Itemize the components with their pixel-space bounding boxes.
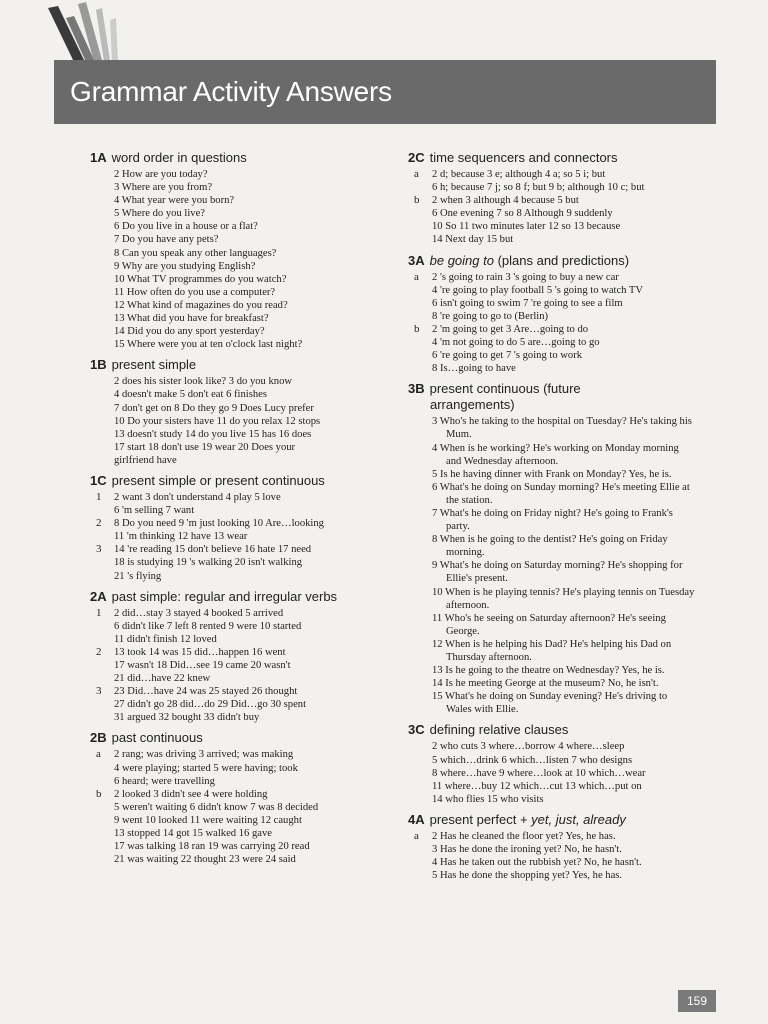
subgroup-lines [432,271,695,323]
section-title: present simple [111,357,197,373]
answer-line: 10 So 11 two minutes later 12 so 13 because [432,221,621,233]
answer-section [72,589,372,725]
subgroup-label: 1 [96,490,102,503]
answer-line: 6 One evening 7 so 8 Although 9 suddenly [432,208,613,220]
answer-item: 13 Is he going to the theatre on Wednesday? Yes, he is. [432,665,665,677]
subgroup-lines [114,607,372,646]
subgroup-lines [432,830,695,882]
answer-item: 14 Is he meeting George at the museum? No, he isn't. [432,678,659,690]
section-heading [90,589,372,605]
answer-line: 6 didn't like 7 left 8 rented 9 were 10 started [114,620,302,632]
section-title-line2: arrangements) [430,397,515,413]
answer-line: 9 Why are you studying English? [114,260,256,272]
answer-section [72,730,372,866]
section-heading [90,357,372,373]
section-content [114,375,372,467]
answer-line: 2 How are you today? [114,169,208,180]
answer-line: 31 argued 32 bought 33 didn't buy [114,712,260,724]
answer-line: 5 which…drink 6 which…listen 7 who designs [432,754,633,766]
subgroup-lines [114,491,372,517]
answer-line: 11 didn't finish 12 loved [114,633,217,645]
answer-line: 27 didn't go 28 did…do 29 Did…go 30 spent [114,699,307,711]
answer-line: 2 rang; was driving 3 arrived; was making [114,749,294,761]
answer-line: 2 did…stay 3 stayed 4 booked 5 arrived [114,607,284,619]
subgroup-label: b [96,787,102,800]
section-title-suffix: yet, just, already [531,811,626,827]
answer-line: 11 'm thinking 12 have 13 wear [114,531,248,543]
answer-subgroup [96,491,372,517]
answer-line: 14 who flies 15 who visits [432,793,544,805]
answer-line: girlfriend have [114,454,177,466]
title-banner [54,60,716,124]
answer-subgroup [96,748,372,787]
section-code: 2B [90,730,107,746]
answer-line: 6 'm selling 7 want [114,505,195,517]
answer-item: 10 When is he playing tennis? He's playing tennis on Tuesday afternoon. [432,586,695,611]
subgroup-label: 3 [96,543,102,556]
subgroup-label: b [414,194,420,207]
answer-line: 8 where…have 9 where…look at 10 which…wear [432,767,646,779]
corner-stripes-graphic [44,0,144,66]
answer-line: 5 Has he done the shopping yet? Yes, he has. [432,870,623,882]
answer-line: 4 'm not going to do 5 are…going to go [432,337,600,349]
answer-subgroup [414,830,695,882]
answer-line: 2 want 3 don't understand 4 play 5 love [114,491,281,503]
answer-line: 8 Is…going to have [432,363,516,375]
answer-line: 2 's going to rain 3 's going to buy a new car [432,271,619,283]
section-title: defining relative clauses [429,722,569,738]
section-code: 1A [90,150,107,165]
section-content [414,829,695,882]
subgroup-label: 2 [96,517,102,530]
answer-line: 6 h; because 7 j; so 8 f; but 9 b; although 10 c; but [432,182,645,194]
answer-subgroup [96,685,372,724]
answer-line: 17 was talking 18 ran 19 was carrying 20 read [114,841,310,853]
subgroup-label: a [96,748,101,761]
answer-subgroup [96,517,372,543]
answer-line: 21 was waiting 22 thought 23 were 24 said [114,854,296,866]
left-column [72,150,372,872]
answer-line: 4 doesn't make 5 don't eat 6 finishes [114,389,267,401]
answer-line: 2 who cuts 3 where…borrow 4 where…sleep [432,741,625,753]
section-content [432,740,695,805]
section-code: 4A [408,811,425,827]
subgroup-lines [114,517,372,543]
section-code: 3B [408,381,425,397]
section-heading [90,150,372,166]
answer-line: 6 heard; were travelling [114,775,215,787]
section-heading [408,381,695,413]
answer-line: 2 does his sister look like? 3 do you know [114,376,293,388]
page-title: Grammar Activity Answers [70,76,392,107]
section-title: past simple: regular and irregular verbs [111,588,338,604]
answer-line: 23 Did…have 24 was 25 stayed 26 thought [114,686,298,698]
answer-item: 5 Is he having dinner with Frank on Monday? Yes, he is. [432,468,672,480]
answer-line: 17 start 18 don't use 19 wear 20 Does your [114,441,296,453]
subgroup-lines [114,748,372,787]
answer-line: 21 did…have 22 knew [114,673,211,685]
section-code: 1C [90,472,107,488]
answer-line: 18 is studying 19 's walking 20 isn't walking [114,557,303,569]
answer-line: 17 wasn't 18 Did…see 19 came 20 wasn't [114,660,291,671]
answer-line: 14 Did you do any sport yesterday? [114,326,265,338]
answer-item: 4 When is he working? He's working on Monday morning and Wednesday afternoon. [432,442,679,467]
answer-line: 10 Do your sisters have 11 do you relax 12 stops [114,415,321,427]
answer-section [390,253,695,376]
subgroup-label: b [414,322,420,335]
section-title: time sequencers and connectors [429,150,618,165]
section-content [96,606,372,725]
answer-item: 8 When is he going to the dentist? He's going on Friday morning. [432,534,668,559]
subgroup-label: a [414,829,419,842]
answer-line: 2 'm going to get 3 Are…going to do [432,323,589,335]
section-heading [408,253,695,269]
section-heading [408,812,695,828]
section-heading [408,722,695,738]
subgroup-label: a [414,168,419,180]
subgroup-lines [432,168,695,194]
subgroup-lines [432,194,695,246]
answer-item: 11 Who's he seeing on Saturday afternoon? He's seeing George. [432,612,666,637]
section-content [114,168,372,351]
answer-section [72,357,372,467]
subgroup-label: 2 [96,645,102,658]
section-title: be going to [429,252,494,268]
section-title: present simple or present continuous [111,472,325,488]
answer-line: 3 Has he done the ironing yet? No, he hasn't. [432,844,622,856]
answer-subgroup [414,323,695,375]
answer-line: 9 went 10 looked 11 were waiting 12 caught [114,814,302,826]
section-content [432,415,695,716]
answer-subgroup [414,271,695,323]
answer-item: 15 What's he doing on Sunday evening? He's driving to Wales with Ellie. [432,691,668,716]
answer-line: 14 're reading 15 don't believe 16 hate 17 need [114,544,312,556]
answer-line: 13 doesn't study 14 do you live 15 has 16 does [114,428,312,440]
section-code: 2A [90,588,107,604]
answer-line: 7 Do you have any pets? [114,234,219,246]
section-heading [408,150,695,166]
section-content [414,168,695,247]
answer-line: 13 stopped 14 got 15 walked 16 gave [114,828,272,840]
answer-section [390,812,695,882]
answer-line: 5 Where do you live? [114,208,205,220]
answer-item: 9 What's he doing on Saturday morning? He's shopping for Ellie's present. [432,560,683,585]
answer-line: 5 weren't waiting 6 didn't know 7 was 8 decided [114,801,319,813]
section-code: 3A [408,252,425,268]
section-content [414,270,695,376]
answer-line: 2 d; because 3 e; although 4 a; so 5 i; but [432,169,606,180]
answer-line: 15 Where were you at ten o'clock last night? [114,339,303,351]
section-heading [90,730,372,746]
answer-line: 11 where…buy 12 which…cut 13 which…put on [432,780,642,792]
answer-line: 2 looked 3 didn't see 4 were holding [114,788,268,800]
section-content [96,748,372,866]
section-title: past continuous [111,730,203,746]
answer-line: 4 What year were you born? [114,195,235,207]
subgroup-label: 1 [96,606,102,619]
answer-line: 6 're going to get 7 's going to work [432,350,583,362]
answer-line: 4 're going to play football 5 's going to watch TV [432,284,644,296]
answer-line: 14 Next day 15 but [432,234,514,246]
answer-line: 8 Do you need 9 'm just looking 10 Are…looking [114,518,324,530]
answer-line: 6 Do you live in a house or a flat? [114,221,258,233]
answer-item: 12 When is he helping his Dad? He's helping his Dad on Thursday afternoon. [432,638,672,663]
answer-line: 3 Where are you from? [114,182,213,194]
section-title: present continuous (future [429,381,581,397]
answer-subgroup [96,646,372,685]
answer-item: 6 What's he doing on Sunday morning? He's meeting Ellie at the station. [432,481,690,506]
subgroup-label: 3 [96,685,102,698]
subgroup-lines [114,646,372,685]
answer-line: 4 Has he taken out the rubbish yet? No, he hasn't. [432,857,642,869]
answer-line: 6 isn't going to swim 7 're going to see a film [432,297,623,309]
answer-subgroup [414,168,695,194]
answer-line: 2 when 3 although 4 because 5 but [432,195,579,207]
section-code: 2C [408,150,425,165]
answer-line: 10 What TV programmes do you watch? [114,273,287,285]
section-code: 3C [408,722,425,738]
answer-item: 3 Who's he taking to the hospital on Tuesday? He's taking his Mum. [432,416,692,441]
subgroup-label: a [414,270,419,283]
answer-section [390,722,695,805]
section-code: 1B [90,357,107,373]
answer-line: 12 What kind of magazines do you read? [114,299,288,311]
answer-line: 8 Can you speak any other languages? [114,247,277,259]
answer-line: 21 's flying [114,570,162,582]
answer-line: 13 took 14 was 15 did…happen 16 went [114,646,286,658]
answer-section [72,150,372,351]
answer-subgroup [96,788,372,867]
answer-line: 2 Has he cleaned the floor yet? Yes, he has. [432,830,616,842]
answer-subgroup [96,607,372,646]
subgroup-lines [432,323,695,375]
answer-line: 11 How often do you use a computer? [114,286,276,298]
answer-item: 7 What's he doing on Friday night? He's going to Frank's party. [432,507,673,533]
answer-subgroup [414,194,695,246]
answer-line: 7 don't get on 8 Do they go 9 Does Lucy prefer [114,402,314,414]
section-title-suffix: (plans and predictions) [493,252,630,268]
right-column [390,150,695,888]
subgroup-lines [114,788,372,867]
section-heading [90,473,372,489]
answer-line: 8 're going to go to (Berlin) [432,310,549,322]
answer-section [72,473,372,583]
subgroup-lines [114,543,372,582]
section-title: present perfect + [429,811,532,827]
answer-section [390,150,695,247]
answer-line: 13 What did you have for breakfast? [114,313,269,325]
answer-line: 4 were playing; started 5 were having; took [114,762,298,774]
answer-section [390,381,695,716]
answer-subgroup [96,543,372,582]
page-number: 159 [678,990,716,1012]
subgroup-lines [114,685,372,724]
section-title: word order in questions [111,150,247,165]
section-content [96,490,372,583]
